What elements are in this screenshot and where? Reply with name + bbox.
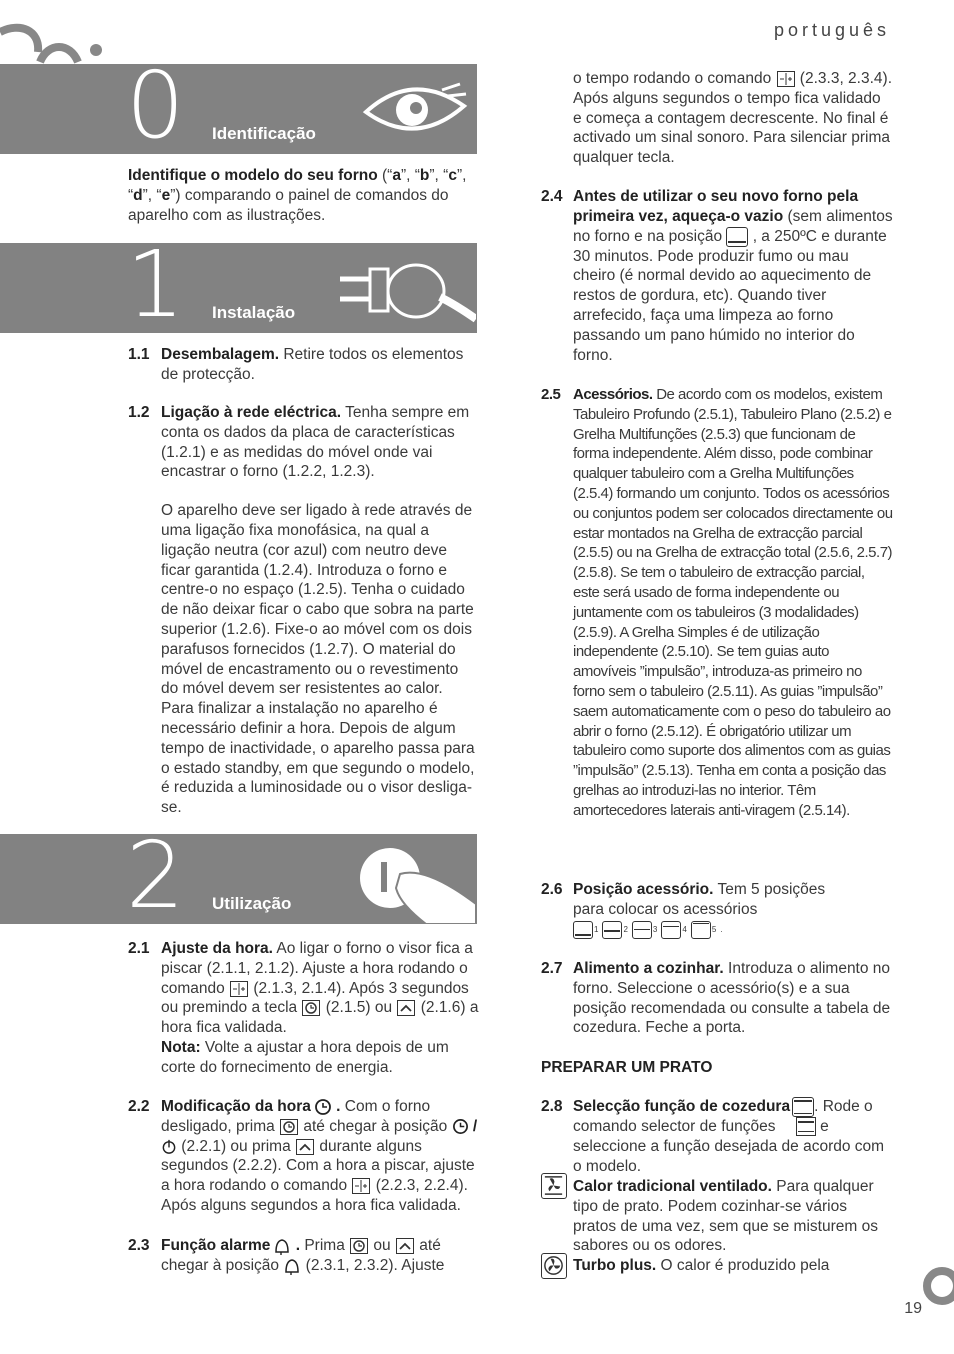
oven-position-3-icon: [632, 921, 652, 939]
item-2-6: 2.6 Posição acessório. Tem 5 posições para colocar os acessórios 1 2 3 4 5 .: [541, 880, 893, 950]
oven-position-5-icon: [691, 921, 711, 939]
item-1-2: 1.2 Ligação à rede eléctrica. Tenha sempre em conta os dados da placa de características (1.2.1) e as medidas do móvel onde vai encastrar o forno (1.2.2, 1.2.3). O aparelho deve ser ligado à rede através de uma ligação fixa monofásica, na qual a ligação neutra (cor azul) com neutro deve ficar garantida (1.2.4). Introduza o forno e centre-o no espaço (1.2.5). Tenha o cuidado de não deixar ficar o cabo que sobra na parte superior (1.2.6). Fixe-o ao móvel com os dois parafusos fornecidos (1.2.7). O material do móvel de encastramento ou o revestimento do móvel devem ser resistentes ao calor. Para finalizar a instalação no aparelho é necessário definir a hora. Depois de algum tempo de inactividade, o aparelho passa para o estado standby, em que segundo o modelo, é reduzida a luminosidade ou o visor desliga-se.: [128, 404, 475, 817]
function-turbo-plus: Turbo plus. O calor é produzido pela: [573, 1257, 830, 1274]
clock-button-icon: [350, 1238, 368, 1254]
clock-icon: [314, 1098, 332, 1116]
clock-button-icon: [302, 1000, 320, 1016]
section-title: Utilização: [212, 894, 292, 913]
section-number: 2: [126, 834, 185, 924]
function-traditional-ventilated: Calor tradicional ventilado. Para qualquer tipo de prato. Podem cozinhar-se vários pratos de uma vez, sem que se misturem os sabores ou os odores.: [573, 1178, 878, 1255]
power-button-finger-icon: [356, 844, 476, 924]
decorative-swirl-graphic: [0, 22, 110, 66]
minus-plus-knob-icon: [352, 1178, 370, 1194]
prepare-dish-heading: PREPARAR UM PRATO: [541, 1059, 713, 1076]
oven-position-icon: [726, 227, 748, 247]
fan-heat-function-icon: [541, 1173, 567, 1199]
section-number: 1: [126, 243, 185, 333]
turbo-plus-function-icon: [541, 1253, 567, 1279]
oven-position-2-icon: [602, 921, 622, 939]
intro-paragraph: Identifique o modelo do seu forno (“a”, “b”, “c”, “d”, “e”) comparando o painel de comandos do aparelho com as ilustrações.: [128, 167, 467, 224]
chevron-up-button-icon: [396, 1238, 414, 1254]
item-2-3-continued: o tempo rodando o comando (2.3.3, 2.3.4). Após alguns segundos o tempo fica validado e começa a contagem decrescente. No final é activado um sinal sonoro. Para silenciar prima qualquer tecla.: [573, 70, 892, 167]
item-2-7: 2.7 Alimento a cozinhar. Introduza o alimento no forno. Seleccione o acessório(s) e a sua posição recomendada ou consulte a tabela de cozedura. Feche a porta.: [541, 960, 891, 1037]
bell-icon: [283, 1257, 301, 1275]
chevron-up-button-icon: [397, 1000, 415, 1016]
oven-position-1-icon: [573, 921, 593, 939]
item-2-5: 2.5 Acessórios. De acordo com os modelos, existem Tabuleiro Profundo (2.5.1), Tabuleiro Plano (2.5.2) e Grelha Multifunções (2.5.3) que funcionam de forma independente. Além disso, pode combinar qualquer tabuleiro com a Grelha Multifunções (2.5.4) formando um conjunto. Todos os acessórios ou conjuntos podem ser colocados directamente ou estar montados na Grelha de extracção parcial (2.5.5) ou na Grelha de extracção total (2.5.6, 2.5.7) (2.5.8). Se tem o tabuleiro de extracção parcial, este será usado de forma independente ou juntamente com os tabuleiros (3 modalidades) (2.5.9). A Grelha Simples é de utilização independente (2.5.10). Se tem guias auto amovíveis ”impulsão”, introduza-as primeiro no forno sem o tabuleiro (2.5.11). As guias ”impulsão” saem automaticamente com o peso do tabuleiro ao abrir o forno (2.5.12). É obrigatório utilizar um tabuleiro como suporte dos alimentos com as guias ”impulsão” (2.5.13). Tenha em conta a posição das grelhas ao introduzi-las no interior. Têm amortecedores laterais anti-viragem (2.5.14).: [541, 386, 893, 819]
item-2-2: 2.2 Modificação da hora . Com o forno desligado, prima até chegar à posição / (2.2.1) ou prima durante alguns segundos (2.2.2). Com a hora a piscar, ajuste a hora rodando o comando (2.2.3, 2.2.4). Após alguns segundos a hora fica validada.: [128, 1098, 478, 1214]
section-header-usage: [0, 834, 477, 924]
section-title: Instalação: [212, 303, 296, 322]
plug-icon: [336, 257, 476, 327]
minus-plus-knob-icon: [777, 71, 795, 87]
function-selector-icon: [796, 1117, 816, 1136]
minus-plus-knob-icon: [230, 981, 248, 997]
language-label: português: [773, 20, 890, 40]
clock-button-icon: [280, 1119, 298, 1135]
oven-position-4-icon: [661, 921, 681, 939]
bell-icon: [273, 1237, 291, 1255]
timer-power-icon: [161, 1138, 177, 1155]
decorative-circle-graphic: [920, 1266, 954, 1306]
section-header-identification: [0, 64, 477, 154]
section-header-installation: [0, 243, 477, 333]
item-1-1: 1.1 Desembalagem. Retire todos os elementos de protecção.: [128, 346, 464, 383]
section-number: 0: [126, 64, 185, 154]
page-number: 19: [904, 1300, 922, 1317]
eye-icon: [360, 76, 470, 142]
item-2-8: 2.8 Selecção função de cozedura . Rode o comando selector de funções e seleccione a função desejada de acordo com o modelo.: [541, 1098, 885, 1175]
item-2-4: 2.4 Antes de utilizar o seu novo forno pela primeira vez, aqueça-o vazio (sem alimentos no forno e na posição , a 250ºC e durante 30 minutos. Pode produzir fumo ou mau cheiro (é normal devido ao aquecimento de restos de gordura, etc). Quando tiver arrefecido, faça uma limpeza ao forno passando um pano húmido no interior do forno.: [541, 188, 893, 364]
clock-icon: [452, 1118, 469, 1135]
chevron-up-button-icon: [296, 1139, 314, 1155]
section-title: Identificação: [212, 124, 316, 143]
function-selector-icon: [792, 1097, 814, 1117]
item-2-1: 2.1 Ajuste da hora. Ao ligar o forno o visor fica a piscar (2.1.1, 2.1.2). Ajuste a hora rodando o comando (2.1.3, 2.1.4). Após 3 segundos ou premindo a tecla (2.1.5) ou (2.1.6) a hora fica validada. Nota: Volte a ajustar a hora depois de um corte do fornecimento de energia.: [128, 940, 479, 1076]
item-2-3: 2.3 Função alarme . Prima ou até chegar à posição (2.3.1, 2.3.2). Ajuste: [128, 1237, 445, 1274]
